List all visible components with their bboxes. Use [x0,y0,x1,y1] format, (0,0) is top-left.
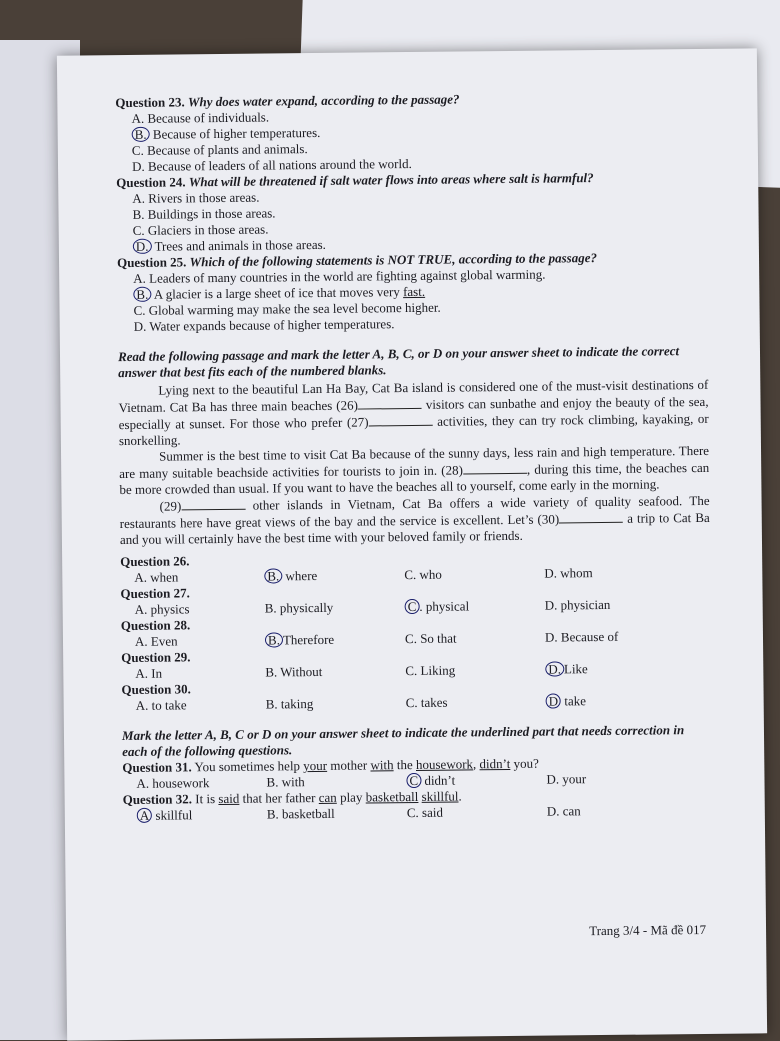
answer-circle: D. [133,239,152,254]
exam-page [57,48,767,1040]
option-b-circled: B. Because of higher temperatures. [116,121,706,143]
blank-26 [358,396,422,410]
blank-29 [181,497,245,511]
question-23 [115,89,706,175]
question-28: Question 28. A. Even B. Therefore C. So that D. Because of [120,617,619,649]
answer-circle: C [406,773,421,788]
option-d: D. Because of leaders of all nations around the world. [131,155,412,174]
option-a: A. Rivers in those areas. [132,189,260,206]
answer-circle: D [546,693,562,708]
question-text: What will be threatened if salt water flows into areas where salt is harmful? [188,170,594,190]
answer-circle: B. [133,287,151,302]
answer-circle: B. [264,568,282,583]
option-d-circled: D. Trees and animals in those areas. [117,233,707,255]
option-c: C. Because of plants and animals. [131,141,308,158]
passage-paragraph-3: (29) other islands in Vietnam, Cat Ba offers a wide variety of quality seafood. The restaurants here have great views of the bay and the service is excellent. Let’s (30) a trip to Cat Ba and you will certainly have the best time with your beloved family or friends. [119,492,710,548]
blank-27 [369,413,433,427]
question-25: Question 25. Which of the following statements is NOT TRUE, according to the passage? A. Leaders of many countries in the world are fighting against global warming. B. A glacier is a large sheet of ice that moves very fast. C. Global warming may make the sea level become higher. D. Water expands because of higher temperatures. [117,249,708,335]
option-b-circled: B. A glacier is a large sheet of ice that moves very fast. [117,281,707,303]
question-text: Why does water expand, according to the passage? [187,91,460,110]
answer-circle: B. [132,127,150,142]
page-footer: Trang 3/4 - Mã đề 017 [589,921,707,939]
answer-circle: A [137,808,153,823]
answer-circle: C [405,599,420,614]
answer-grid [120,548,712,714]
option-a: A. Leaders of many countries in the world are fighting against global warming. [133,266,546,286]
question-24 [116,169,707,255]
blank-28 [463,461,527,475]
option-c: C. Glaciers in those areas. [132,221,269,238]
question-number: Question 24. [116,174,186,191]
error-instruction: Mark the letter A, B, C or D on your answer sheet to indicate the underlined part that needs correction in each of the following questions. [121,722,685,760]
passage-paragraph-2: Summer is the best time to visit Cat Ba because of the sunny days, less rain and high temperature. There are many suitable beachside activities for tourists to join in. (28) , during this time, the beaches can be more crowded than usual. If you want to have the beaches all to yourself, come early in the morning. [119,442,710,498]
question-32: Question 32. It is said that her father can play basketball skillful. A skillful B. basketball C. said D. can [122,788,581,823]
question-29: Question 29. A. In B. Without C. Liking D. Like [121,649,588,681]
option-a: A. Because of individuals. [131,109,270,126]
passage-paragraph-1: Lying next to the beautiful Lan Ha Bay, Cat Ba island is considered one of the must-visit destinations of Vietnam. Cat Ba has three main beaches (26) visitors can sunbathe and enjoy the beauty of the sea, especially at sunset. For those who prefer (27) activities, they can try rock climbing, kayaking, or snorkelling. [118,376,709,449]
option-b: B. Buildings in those areas. [132,205,276,222]
page-content [115,89,713,824]
option-d: D. Water expands because of higher temperatures. [133,316,395,334]
option-c: C. Global warming may make the sea level become higher. [133,299,441,318]
passage-instruction: Read the following passage and mark the letter A, B, C, or D on your answer sheet to indicate the correct answer that best fits each of the numbered blanks. [117,343,680,381]
question-30: Question 30. A. to take B. taking C. takes D take [121,681,587,713]
blank-30 [559,510,623,524]
answer-circle: B. [265,632,283,647]
question-26: Question 26. A. when B. where C. who D. whom [120,553,593,585]
question-31: Question 31. You sometimes help your mother with the housework, didn’t you? A. housework B. with C didn’t D. your [122,755,587,791]
question-number: Question 23. [115,94,185,111]
question-27: Question 27. A. physics B. physically C . physical D. physician [120,585,611,617]
question-number: Question 25. [116,254,187,271]
answer-circle: D. [545,661,564,676]
